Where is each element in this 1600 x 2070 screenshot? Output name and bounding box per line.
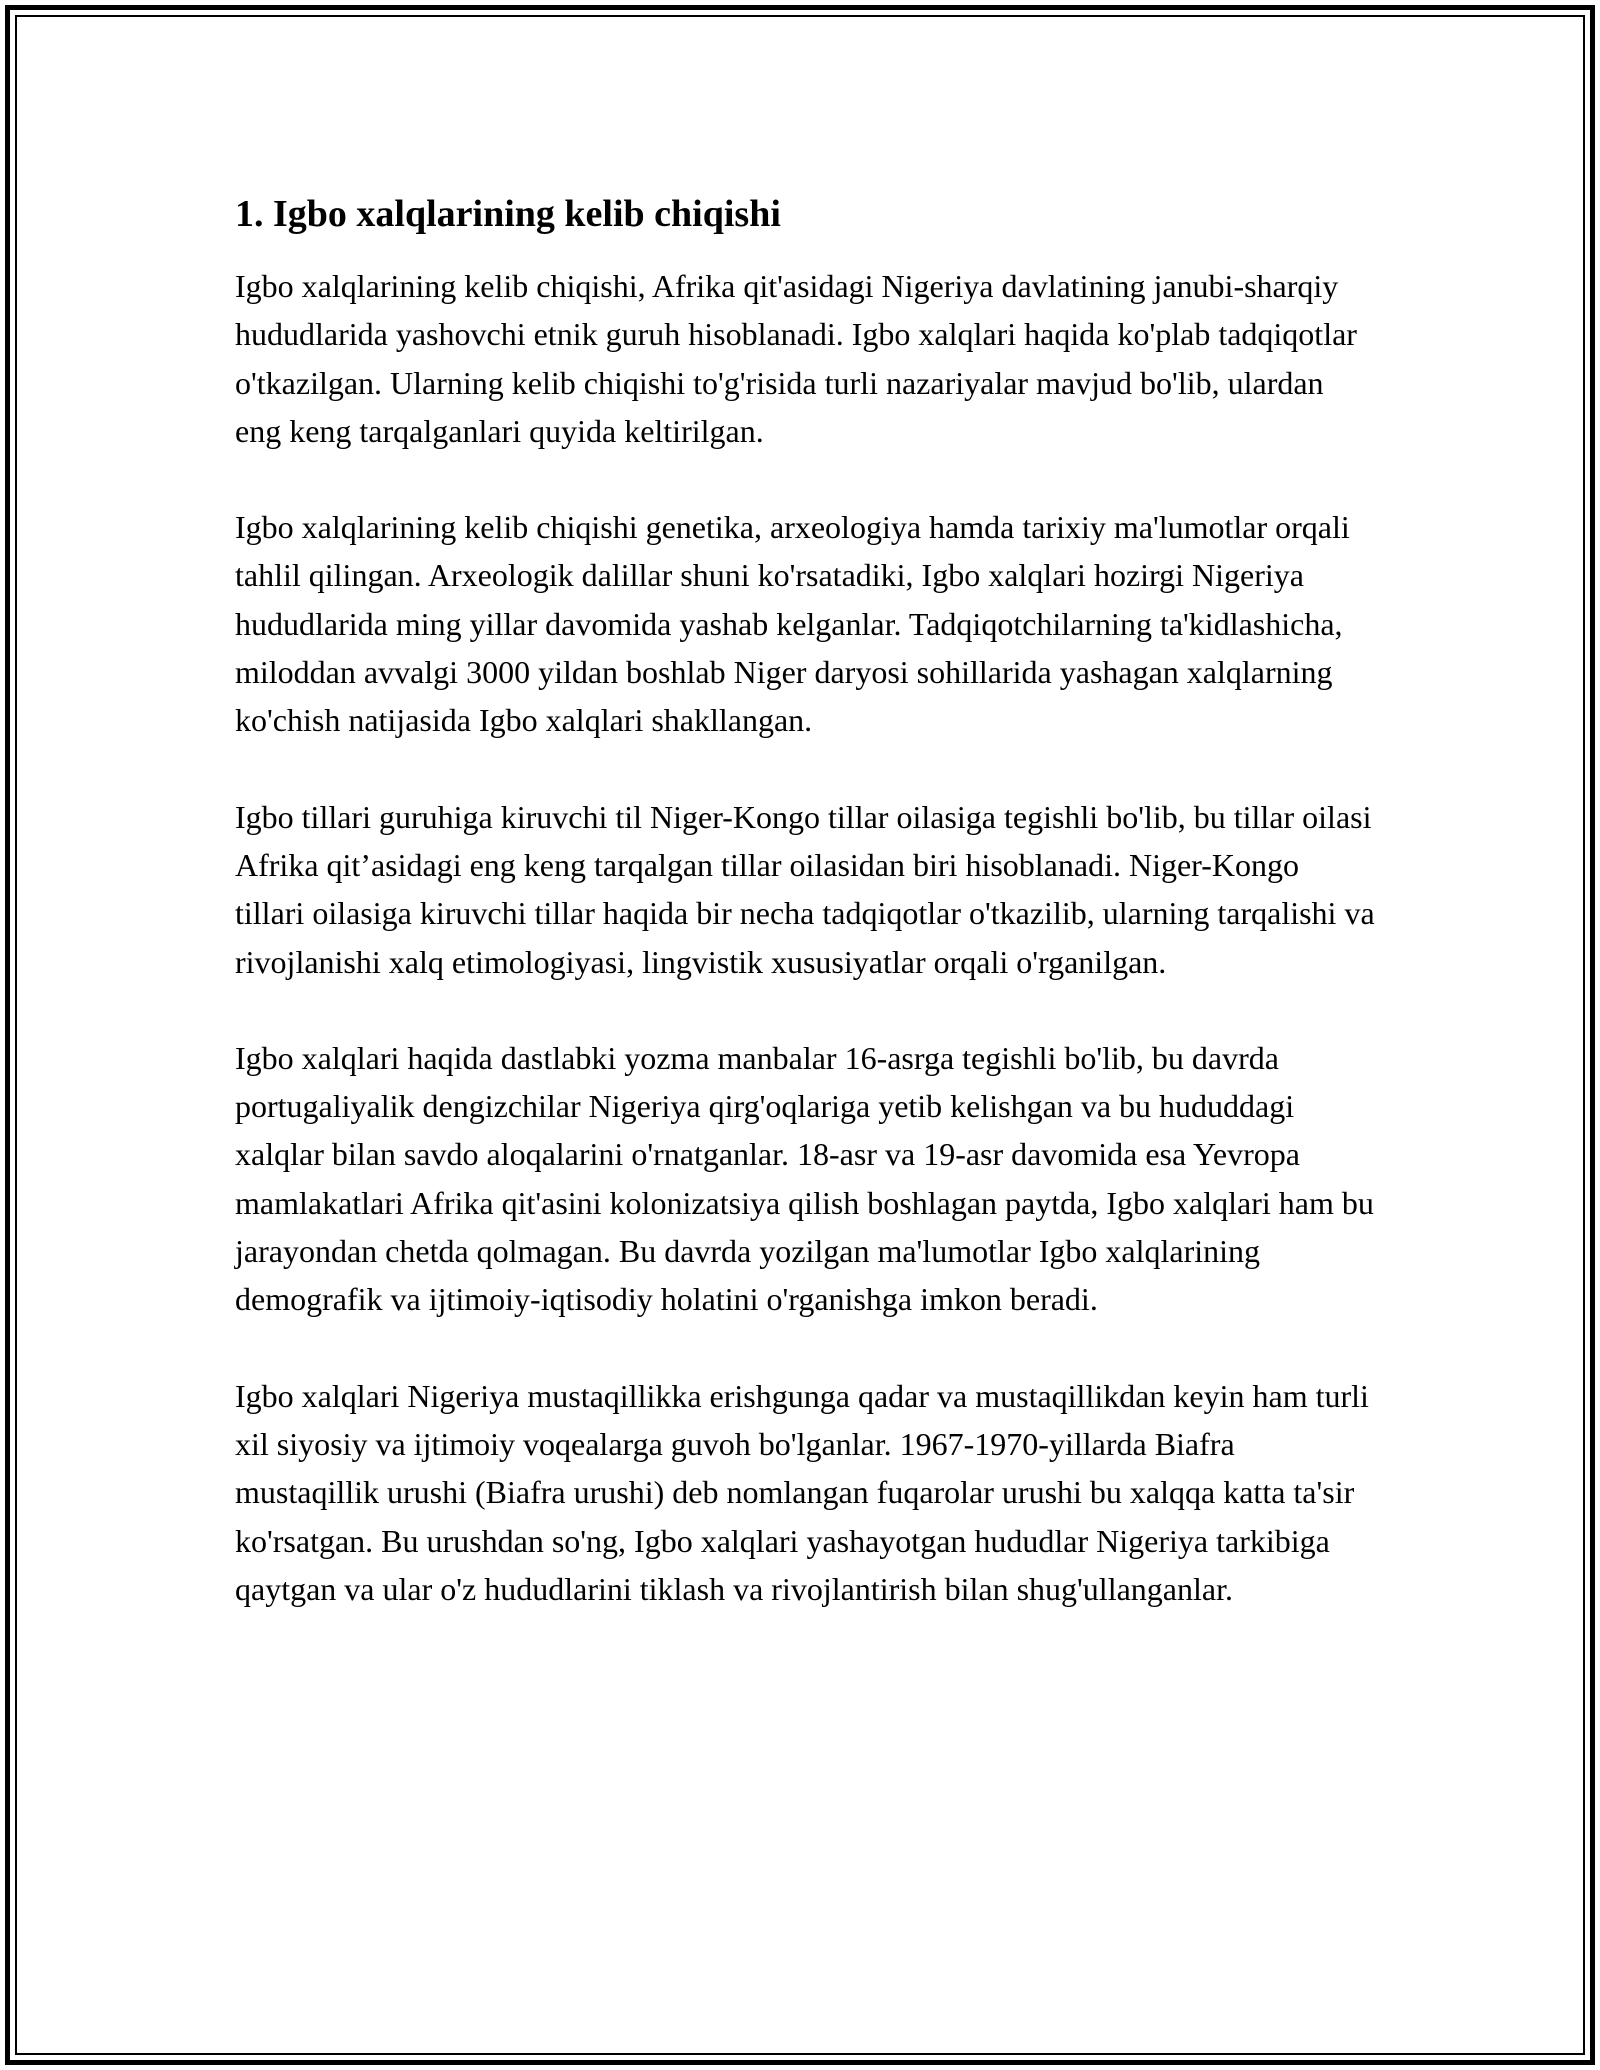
paragraph-5: Igbo xalqlari Nigeriya mustaqillikka erishgunga qadar va mustaqillikdan keyin ham turli xil siyosiy va ijtimoiy voqealarga guvoh bo'lganlar. 1967-1970-yillarda Biafra mustaqillik urushi (Biafra urushi) deb nomlangan fuqarolar urushi bu xalqqa katta ta'sir ko'rsatgan. Bu urushdan so'ng, Igbo xalqlari yashayotgan hududlar Nigeriya tarkibiga qaytgan va ular o'z hududlarini tiklash va rivojlantirish bilan shug'ullanganlar. [235,1377,1369,1607]
paragraph-3: Igbo tillari guruhiga kiruvchi til Niger-Kongo tillar oilasiga tegishli bo'lib, bu tillar oilasi Afrika qit’asidagi eng keng tarqalgan tillar oilasidan biri hisoblanadi. Niger-Kongo tillari oilasiga kiruvchi tillar haqida bir necha tadqiqotlar o'tkazilib, ularning tarqalishi va rivojlanishi xalq etimologiyasi, lingvistik xususiyatlar orqali o'rganilgan. [235,798,1375,980]
paragraph-4: Igbo xalqlari haqida dastlabki yozma manbalar 16-asrga tegishli bo'lib, bu davrda portugaliyalik dengizchilar Nigeriya qirg'oqlariga yetib kelishgan va bu hududdagi xalqlar bilan savdo aloqalarini o'rnatganlar. 18-asr va 19-asr davomida esa Yevropa mamlakatlari Afrika qit'asini kolonizatsiya qilish boshlagan paytda, Igbo xalqlari ham bu jarayondan chetda qolmagan. Bu davrda yozilgan ma'lumotlar Igbo xalqlarining demografik va ijtimoiy-iqtisodiy holatini o'rganishga imkon beradi. [235,1039,1374,1318]
document-body [235,186,1375,1661]
paragraph-1: Igbo xalqlarining kelib chiqishi, Afrika qit'asidagi Nigeriya davlatining janubi-sharqiy hududlarida yashovchi etnik guruh hisoblanadi. Igbo xalqlari haqida ko'plab tadqiqotlar o'tkazilgan. Ularning kelib chiqishi to'g'risida turli nazariyalar mavjud bo'lib, ulardan eng keng tarqalganlari quyida keltirilgan. [235,268,1357,449]
section-heading: 1. Igbo xalqlarining kelib chiqishi [235,193,781,235]
paragraph-2: Igbo xalqlarining kelib chiqishi genetika, arxeologiya hamda tarixiy ma'lumotlar orqali tahlil qilingan. Arxeologik dalillar shuni ko'rsatadiki, Igbo xalqlari hozirgi Nigeriya hududlarida ming yillar davomida yashab kelganlar. Tadqiqotchilarning ta'kidlashicha, miloddan avvalgi 3000 yildan boshlab Niger daryosi sohillarida yashagan xalqlarning ko'chish natijasida Igbo xalqlari shakllangan. [235,509,1350,739]
